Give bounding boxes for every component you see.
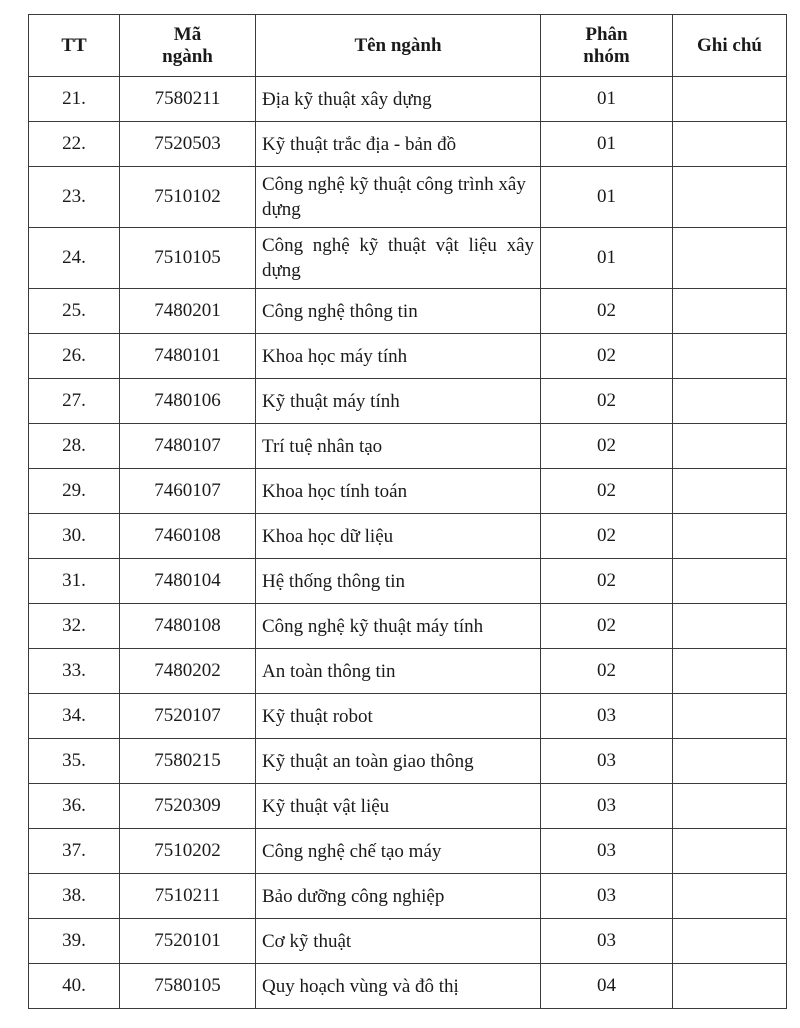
major-name: Hệ thống thông tin: [256, 559, 541, 604]
row-index: 23.: [29, 167, 120, 228]
row-index: 32.: [29, 604, 120, 649]
table-row: [29, 739, 787, 784]
row-index: 29.: [29, 469, 120, 514]
major-group: 01: [541, 228, 673, 289]
major-code: 7460107: [120, 469, 256, 514]
major-code: 7480201: [120, 289, 256, 334]
major-note: [673, 694, 787, 739]
major-name: Kỹ thuật robot: [256, 694, 541, 739]
table-row: [29, 424, 787, 469]
header-group-text: Phân nhóm: [583, 23, 630, 67]
major-note: [673, 77, 787, 122]
major-name: Cơ kỹ thuật: [256, 919, 541, 964]
major-note: [673, 424, 787, 469]
row-index: 35.: [29, 739, 120, 784]
major-group: 02: [541, 514, 673, 559]
row-index: 37.: [29, 829, 120, 874]
major-code: 7460108: [120, 514, 256, 559]
majors-table: [28, 14, 787, 1009]
table-body: [29, 77, 787, 1009]
major-group: 01: [541, 122, 673, 167]
major-group: 03: [541, 829, 673, 874]
row-index: 31.: [29, 559, 120, 604]
major-code: 7480106: [120, 379, 256, 424]
major-group: 02: [541, 424, 673, 469]
row-index: 28.: [29, 424, 120, 469]
major-name: Địa kỹ thuật xây dựng: [256, 77, 541, 122]
major-name: Khoa học tính toán: [256, 469, 541, 514]
major-group: 04: [541, 964, 673, 1009]
row-index: 26.: [29, 334, 120, 379]
major-code: 7480104: [120, 559, 256, 604]
major-name: Kỹ thuật vật liệu: [256, 784, 541, 829]
row-index: 21.: [29, 77, 120, 122]
major-code: 7520101: [120, 919, 256, 964]
major-group: 02: [541, 334, 673, 379]
major-group: 02: [541, 649, 673, 694]
major-group: 02: [541, 604, 673, 649]
major-code: 7580215: [120, 739, 256, 784]
major-note: [673, 334, 787, 379]
major-group: 02: [541, 379, 673, 424]
major-code: 7510202: [120, 829, 256, 874]
table-row: [29, 469, 787, 514]
table-row: [29, 334, 787, 379]
major-group: 01: [541, 77, 673, 122]
header-group: [541, 15, 673, 77]
major-note: [673, 379, 787, 424]
row-index: 36.: [29, 784, 120, 829]
major-code: 7480107: [120, 424, 256, 469]
major-code: 7480101: [120, 334, 256, 379]
major-note: [673, 228, 787, 289]
major-group: 03: [541, 919, 673, 964]
table-row: [29, 289, 787, 334]
major-note: [673, 122, 787, 167]
table-row: [29, 604, 787, 649]
row-index: 27.: [29, 379, 120, 424]
major-note: [673, 167, 787, 228]
table-row: [29, 964, 787, 1009]
header-name: Tên ngành: [256, 15, 541, 77]
row-index: 30.: [29, 514, 120, 559]
major-name: Công nghệ thông tin: [256, 289, 541, 334]
table-row: [29, 77, 787, 122]
major-group: 03: [541, 694, 673, 739]
major-note: [673, 649, 787, 694]
major-note: [673, 919, 787, 964]
major-code: 7510211: [120, 874, 256, 919]
major-name: Khoa học máy tính: [256, 334, 541, 379]
major-note: [673, 559, 787, 604]
header-code: [120, 15, 256, 77]
major-note: [673, 964, 787, 1009]
table-row: [29, 167, 787, 228]
major-name: Công nghệ kỹ thuật máy tính: [256, 604, 541, 649]
row-index: 25.: [29, 289, 120, 334]
major-note: [673, 289, 787, 334]
major-group: 03: [541, 784, 673, 829]
major-code: 7520503: [120, 122, 256, 167]
major-name: Quy hoạch vùng và đô thị: [256, 964, 541, 1009]
major-group: 01: [541, 167, 673, 228]
table-header: [29, 15, 787, 77]
table-row: [29, 829, 787, 874]
major-code: 7480108: [120, 604, 256, 649]
major-note: [673, 604, 787, 649]
table-row: [29, 874, 787, 919]
major-note: [673, 469, 787, 514]
major-code: 7510102: [120, 167, 256, 228]
row-index: 38.: [29, 874, 120, 919]
major-code: 7520309: [120, 784, 256, 829]
header-tt: TT: [29, 15, 120, 77]
major-name: Trí tuệ nhân tạo: [256, 424, 541, 469]
major-code: 7510105: [120, 228, 256, 289]
table-row: [29, 649, 787, 694]
major-name: Công nghệ kỹ thuật công trình xây dựng: [256, 167, 541, 228]
table-row: [29, 122, 787, 167]
header-row: [29, 15, 787, 77]
major-name: Kỹ thuật an toàn giao thông: [256, 739, 541, 784]
row-index: 39.: [29, 919, 120, 964]
major-note: [673, 829, 787, 874]
major-group: 02: [541, 469, 673, 514]
major-name: An toàn thông tin: [256, 649, 541, 694]
major-note: [673, 739, 787, 784]
table-row: [29, 919, 787, 964]
row-index: 24.: [29, 228, 120, 289]
major-group: 03: [541, 874, 673, 919]
row-index: 40.: [29, 964, 120, 1009]
major-note: [673, 874, 787, 919]
major-code: 7580211: [120, 77, 256, 122]
major-group: 02: [541, 289, 673, 334]
major-code: 7480202: [120, 649, 256, 694]
major-name: Bảo dưỡng công nghiệp: [256, 874, 541, 919]
table-row: [29, 559, 787, 604]
major-code: 7580105: [120, 964, 256, 1009]
major-note: [673, 514, 787, 559]
row-index: 33.: [29, 649, 120, 694]
major-name: Công nghệ kỹ thuật vật liệu xây dựng: [256, 228, 541, 289]
row-index: 34.: [29, 694, 120, 739]
row-index: 22.: [29, 122, 120, 167]
major-name: Kỹ thuật trắc địa - bản đồ: [256, 122, 541, 167]
header-note: Ghi chú: [673, 15, 787, 77]
major-note: [673, 784, 787, 829]
major-name: Công nghệ chế tạo máy: [256, 829, 541, 874]
major-group: 03: [541, 739, 673, 784]
header-code-text: Mã ngành: [162, 23, 213, 67]
major-name: Khoa học dữ liệu: [256, 514, 541, 559]
table-row: [29, 784, 787, 829]
table-row: [29, 228, 787, 289]
major-group: 02: [541, 559, 673, 604]
major-name: Kỹ thuật máy tính: [256, 379, 541, 424]
table-row: [29, 379, 787, 424]
table-row: [29, 514, 787, 559]
major-code: 7520107: [120, 694, 256, 739]
table-row: [29, 694, 787, 739]
